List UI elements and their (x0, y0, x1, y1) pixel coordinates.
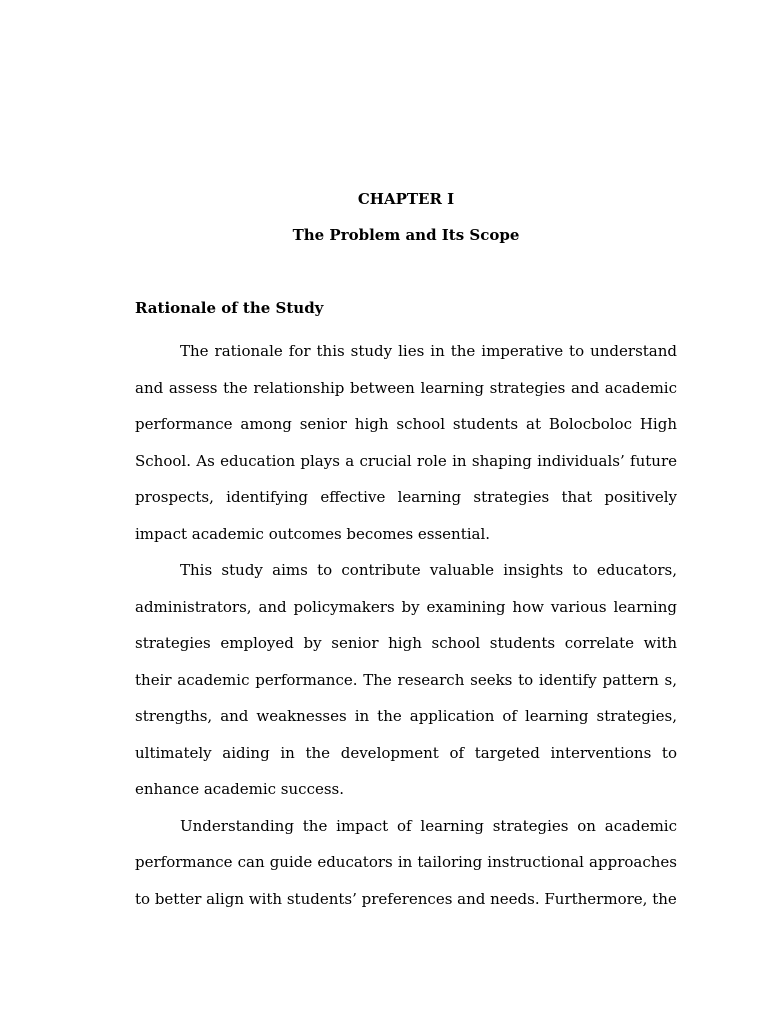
chapter-title: The Problem and Its Scope (292, 226, 520, 244)
paragraph-understanding: Understanding the impact of learning strategies on academic performance can guide educators in tailoring instructional approaches to better align with students’ preferences and needs. Furthermore, the (135, 816, 677, 908)
chapter-number: CHAPTER I (357, 190, 455, 208)
body-text (135, 333, 677, 917)
section-heading: Rationale of the Study (135, 299, 324, 317)
paragraph-study-aims: This study aims to contribute valuable insights to educators, administrators, and policymakers by examining how various learning strategies employed by senior high school students correlate with their academic performance. The research seeks to identify pattern s, strengths, and weaknesses in the application of learning strategies, ultimately aiding in the development of targeted interventions to enhance academic success. (135, 561, 677, 798)
paragraph-rationale: The rationale for this study lies in the imperative to understand and assess the relationship between learning strategies and academic performance among senior high school students at Bolocboloc High School. As education plays a crucial role in shaping individuals’ future prospects, identifying effective learning strategies that positively impact academic outcomes becomes essential. (135, 342, 677, 543)
